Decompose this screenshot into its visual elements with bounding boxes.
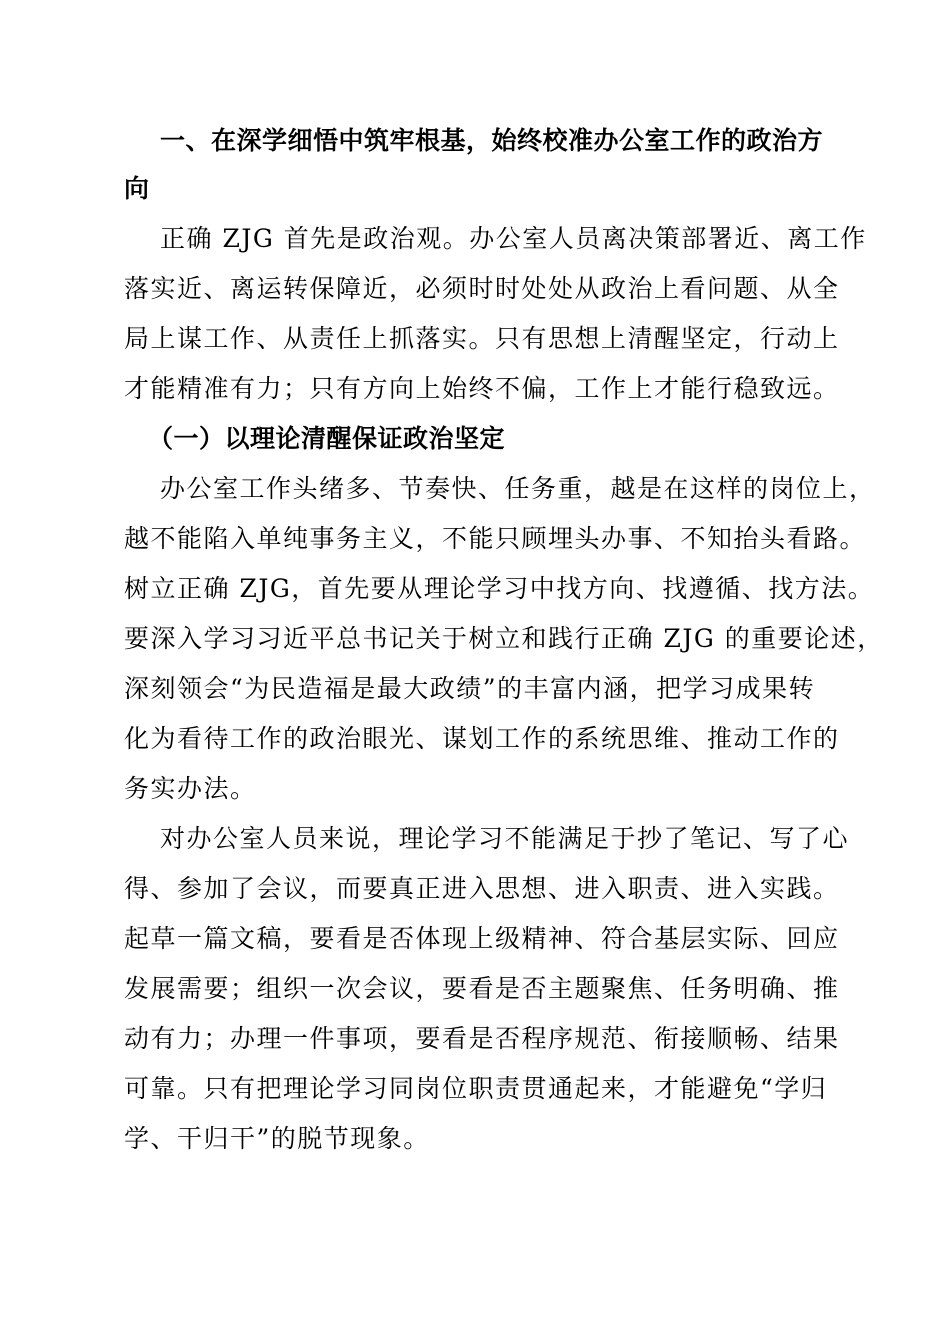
paragraph-1-line-2: 落实近、离运转保障近，必须时时处处从政治上看问题、从全	[124, 274, 840, 303]
paragraph-3-line-3: 起草一篇文稿，要看是否体现上级精神、符合基层实际、回应	[124, 924, 840, 953]
paragraph-3-line-6: 可靠。只有把理论学习同岗位职责贯通起来，才能避免“学归	[124, 1074, 828, 1103]
paragraph-3-line-4: 发展需要；组织一次会议，要看是否主题聚焦、任务明确、推	[124, 974, 840, 1003]
paragraph-1-line-3: 局上谋工作、从责任上抓落实。只有思想上清醒坚定，行动上	[124, 324, 840, 353]
paragraph-2-line-7: 务实办法。	[124, 774, 257, 803]
subsection-heading: （一）以理论清醒保证政治坚定	[148, 424, 506, 453]
section-heading-line-1: 一、在深学细悟中筑牢根基，始终校准办公室工作的政治方	[160, 126, 824, 155]
paragraph-3-line-2: 得、参加了会议，而要真正进入思想、进入职责、进入实践。	[124, 874, 840, 903]
section-heading-line-2: 向	[124, 174, 150, 203]
paragraph-1-line-4: 才能精准有力；只有方向上始终不偏，工作上才能行稳致远。	[124, 374, 840, 403]
paragraph-2-line-5: 深刻领会“为民造福是最大政绩”的丰富内涵，把学习成果转	[124, 674, 816, 703]
paragraph-3-line-1: 对办公室人员来说，理论学习不能满足于抄了笔记、写了心	[160, 824, 850, 853]
paragraph-2-line-4: 要深入学习习近平总书记关于树立和践行正确 ZJG 的重要论述，	[124, 624, 884, 653]
paragraph-2-line-3: 树立正确 ZJG，首先要从理论学习中找方向、找遵循、找方法。	[124, 574, 875, 603]
paragraph-3-line-7: 学、干归干”的脱节现象。	[124, 1124, 430, 1153]
paragraph-2-line-2: 越不能陷入单纯事务主义，不能只顾埋头办事、不知抬头看路。	[124, 524, 867, 553]
paragraph-3-line-5: 动有力；办理一件事项，要看是否程序规范、衔接顺畅、结果	[124, 1024, 840, 1053]
paragraph-2-line-6: 化为看待工作的政治眼光、谋划工作的系统思维、推动工作的	[124, 724, 840, 753]
paragraph-1-line-1: 正确 ZJG 首先是政治观。办公室人员离决策部署近、离工作	[160, 224, 867, 253]
paragraph-2-line-1: 办公室工作头绪多、节奏快、任务重，越是在这样的岗位上，	[160, 474, 876, 503]
